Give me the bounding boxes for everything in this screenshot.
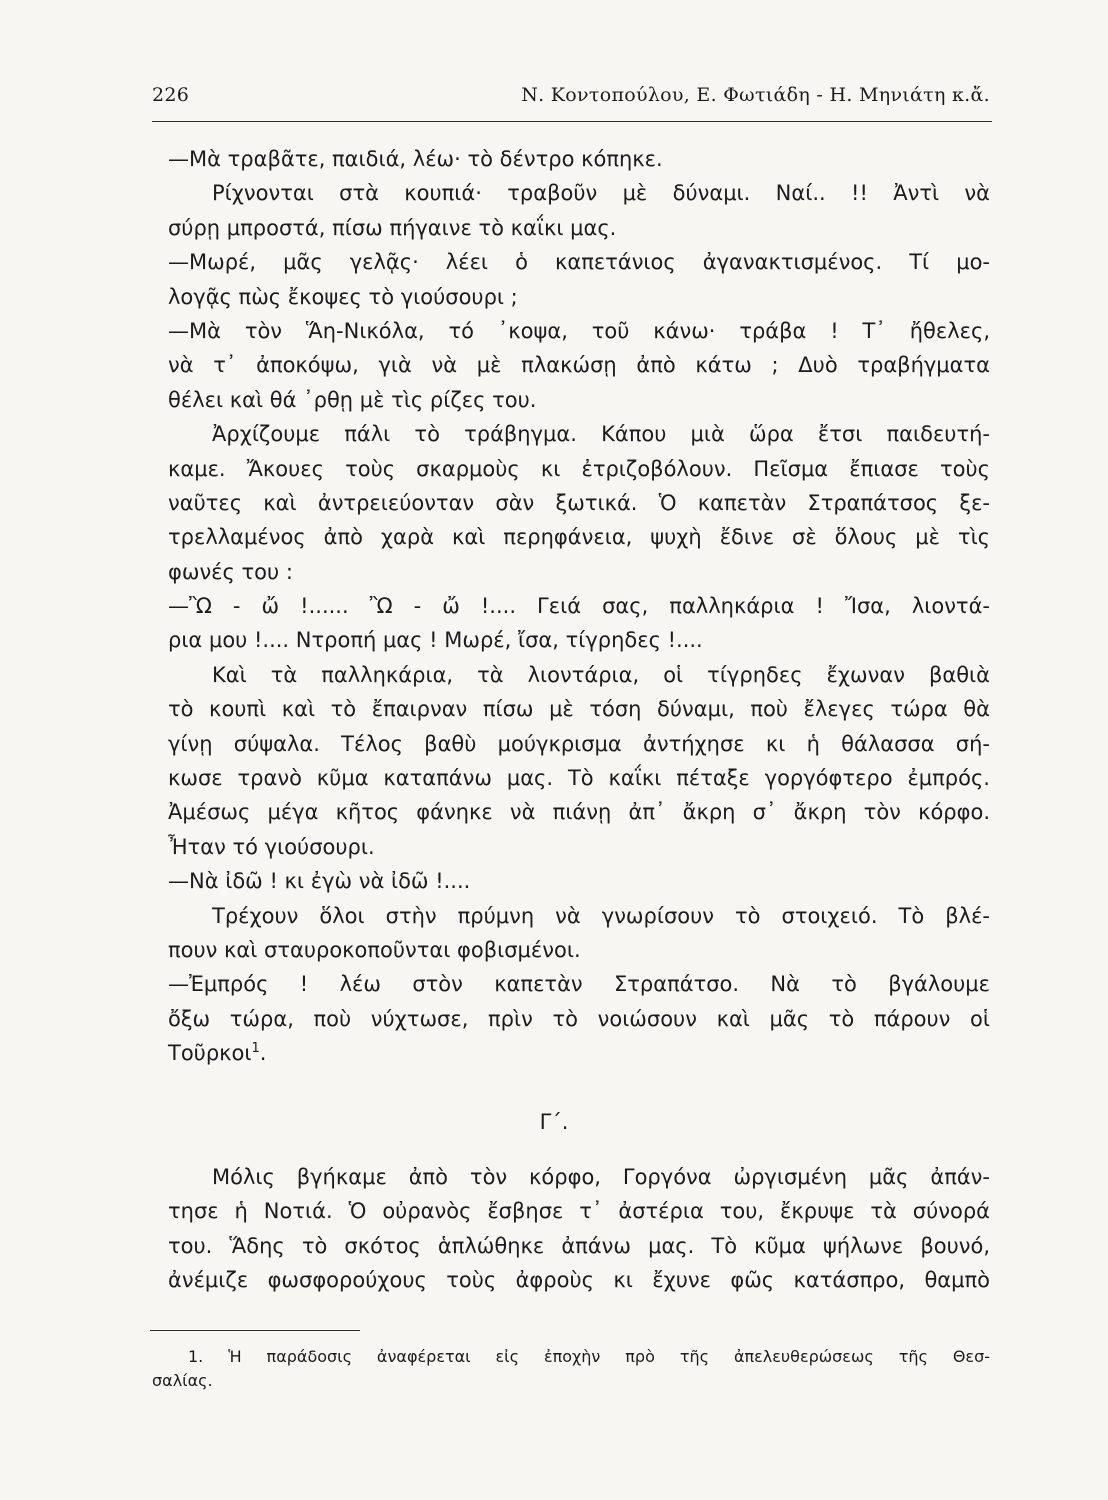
text-line-content: τὸ κουπὶ καὶ τὸ ἔπαιρναν πίσω μὲ τόση δύναμι, ποὺ ἔλεγες τώρα θὰ xyxy=(168,697,990,722)
text-line xyxy=(168,658,990,692)
text-line-content: —Ἐμπρός ! λέω στὸν καπετὰν Στραπάτσο. Νὰ τὸ βγάλουμε xyxy=(168,972,990,997)
text-line xyxy=(168,211,990,245)
text-line-content: Ἀμέσως μέγα κῆτος φάνηκε νὰ πιάνῃ ἀπ᾽ ἄκρη σ᾽ ἄκρη τὸν κόρφο. xyxy=(168,800,990,825)
text-line-content: ὄξω τώρα, ποὺ νύχτωσε, πρὶν τὸ νοιώσουν καὶ μᾶς τὸ πάρουν οἱ xyxy=(168,1006,990,1031)
text-line-content: καμε. Ἄκουες τοὺς σκαρμοὺς κι ἐτριζοβόλουν. Πεῖσμα ἔπιασε τοὺς xyxy=(168,456,990,481)
running-head xyxy=(152,84,990,114)
text-line: ἀνέμιζε φωσφορούχους τοὺς ἀφροὺς κι ἔχυνε φῶς κατάσπρο, θαμπὸ xyxy=(168,1268,990,1293)
text-line-content: γίνῃ σύψαλα. Τέλος βαθὺ μούγκρισμα ἀντήχησε κι ἡ θάλασσα σή- xyxy=(168,731,990,756)
text-line xyxy=(168,520,990,554)
text-line xyxy=(168,555,990,589)
text-line: Μόλις βγήκαμε ἀπὸ τὸν κόρφο, Γοργόνα ὠργισμένη μᾶς ἀπάν- xyxy=(212,1165,990,1189)
text-line xyxy=(168,589,990,623)
text-line-content: —Ὢ - ὤ !...... Ὢ - ὤ !.... Γειά σας, παλληκάρια ! Ἴσα, λιοντά- xyxy=(168,594,990,619)
text-line-content: Τρέχουν ὅλοι στὴν πρύμνη νὰ γνωρίσουν τὸ στοιχειό. Τὸ βλέ- xyxy=(212,903,990,928)
text-line xyxy=(168,176,990,210)
text-line-content: πουν καὶ σταυροκοποῦνται φοβισμένοι. xyxy=(168,937,581,962)
text-line xyxy=(168,383,990,417)
text-line-content: Τοῦρκοι xyxy=(168,1041,252,1066)
text-line xyxy=(168,967,990,1001)
footnote-mark: 1 xyxy=(251,1041,260,1057)
text-line-content: φωνές του : xyxy=(168,559,293,584)
text-line xyxy=(168,348,990,382)
section-text xyxy=(168,1160,990,1298)
text-line-content: τρελλαμένος ἀπὸ χαρὰ καὶ περηφάνεια, ψυχὴ ἔδινε σὲ ὅλους μὲ τὶς xyxy=(168,525,990,550)
text-line-content: —Μὰ τὸν Ἅη-Νικόλα, τό ᾽κοψα, τοῦ κάνω· τράβα ! Τ᾽ ἤθελες, xyxy=(168,318,990,343)
text-line xyxy=(168,761,990,795)
text-line xyxy=(168,452,990,486)
text-line: του. Ἅδης τὸ σκότος ἁπλώθηκε ἀπάνω μας. Τὸ κῦμα ψήλωνε βουνό, xyxy=(168,1233,990,1258)
text-line xyxy=(168,864,990,898)
text-line xyxy=(168,692,990,726)
text-line-content: ρια μου !.... Ντροπή μας ! Μωρέ, ἴσα, τίγρηδες !.... xyxy=(168,628,703,653)
header-authors: Ν. Κοντοπούλου, Ε. Φωτιάδη - Η. Μηνιάτη κ.ἄ. xyxy=(521,84,990,106)
text-line xyxy=(168,795,990,829)
text-line-content: —Μὰ τραβᾶτε, παιδιά, λέω· τὸ δέντρο κόπηκε. xyxy=(168,147,663,171)
text-line xyxy=(168,142,990,176)
text-line-content: λογᾷς πὼς ἔκοψες τὸ γιούσουρι ; xyxy=(168,284,518,309)
text-line-content: θέλει καὶ θά ᾽ρθῃ μὲ τὶς ρίζες του. xyxy=(168,387,537,412)
text-line-content: —Μωρέ, μᾶς γελᾷς· λέει ὁ καπετάνιος ἀγανακτισμένος. Τί μο- xyxy=(168,250,990,275)
text-line: Τοῦρκοι$^1$. xyxy=(168,1041,267,1066)
footnote-line: 1. Ἡ παράδοσις ἀναφέρεται εἰς ἐποχὴν πρὸ τῆς ἀπελευθερώσεως τῆς Θεσ- xyxy=(188,1347,990,1366)
text-line-content: ναῦτες καὶ ἀντρειεύονταν σὰν ξωτικά. Ὁ καπετὰν Στραπάτσος ξε- xyxy=(168,490,990,515)
text-line-content: Ἦταν τό γιούσουρι. xyxy=(168,834,375,859)
text-line-content: σύρῃ μπροστά, πίσω πήγαινε τὸ καΐκι μας. xyxy=(168,215,617,240)
text-line-content: Ἀρχίζουμε πάλι τὸ τράβηγμα. Κάπου μιὰ ὥρα ἔτσι παιδευτή- xyxy=(212,422,990,447)
header-rule xyxy=(152,121,992,122)
footnote xyxy=(152,1345,990,1393)
text-line-content: κωσε τρανὸ κῦμα καταπάνω μας. Τὸ καΐκι πέταξε γοργόφτερο ἐμπρός. xyxy=(168,766,990,791)
text-line xyxy=(168,727,990,761)
text-line xyxy=(168,486,990,520)
text-line: τησε ἡ Νοτιά. Ὁ οὐρανὸς ἔσβησε τ᾽ ἀστέρια του, ἔκρυψε τὰ σύνορά xyxy=(168,1199,990,1224)
footnote-rule xyxy=(150,1330,360,1331)
text-line xyxy=(168,899,990,933)
text-line-content: Ρίχνονται στὰ κουπιά· τραβοῦν μὲ δύναμι. Ναί.. !! Ἀντὶ νὰ xyxy=(212,181,990,206)
body-text xyxy=(168,142,990,1071)
footnote-line: σαλίας. xyxy=(152,1371,213,1390)
text-line-content: νὰ τ᾽ ἀποκόψω, γιὰ νὰ μὲ πλακώσῃ ἀπὸ κάτω ; Δυὸ τραβήγματα xyxy=(168,353,990,378)
text-line xyxy=(168,314,990,348)
page-number: 226 xyxy=(152,84,190,106)
text-line xyxy=(168,245,990,279)
text-line xyxy=(168,830,990,864)
text-line xyxy=(168,1002,990,1036)
text-line xyxy=(168,280,990,314)
text-line xyxy=(168,623,990,657)
text-line xyxy=(168,417,990,451)
text-line xyxy=(168,933,990,967)
text-line-content: Καὶ τὰ παλληκάρια, τὰ λιοντάρια, οἱ τίγρηδες ἔχωναν βαθιὰ xyxy=(212,662,990,687)
text-line-content: —Νὰ ἰδῶ ! κι ἐγὼ νὰ ἰδῶ !.... xyxy=(168,869,471,894)
section-heading: Γ΄. xyxy=(539,1110,569,1134)
